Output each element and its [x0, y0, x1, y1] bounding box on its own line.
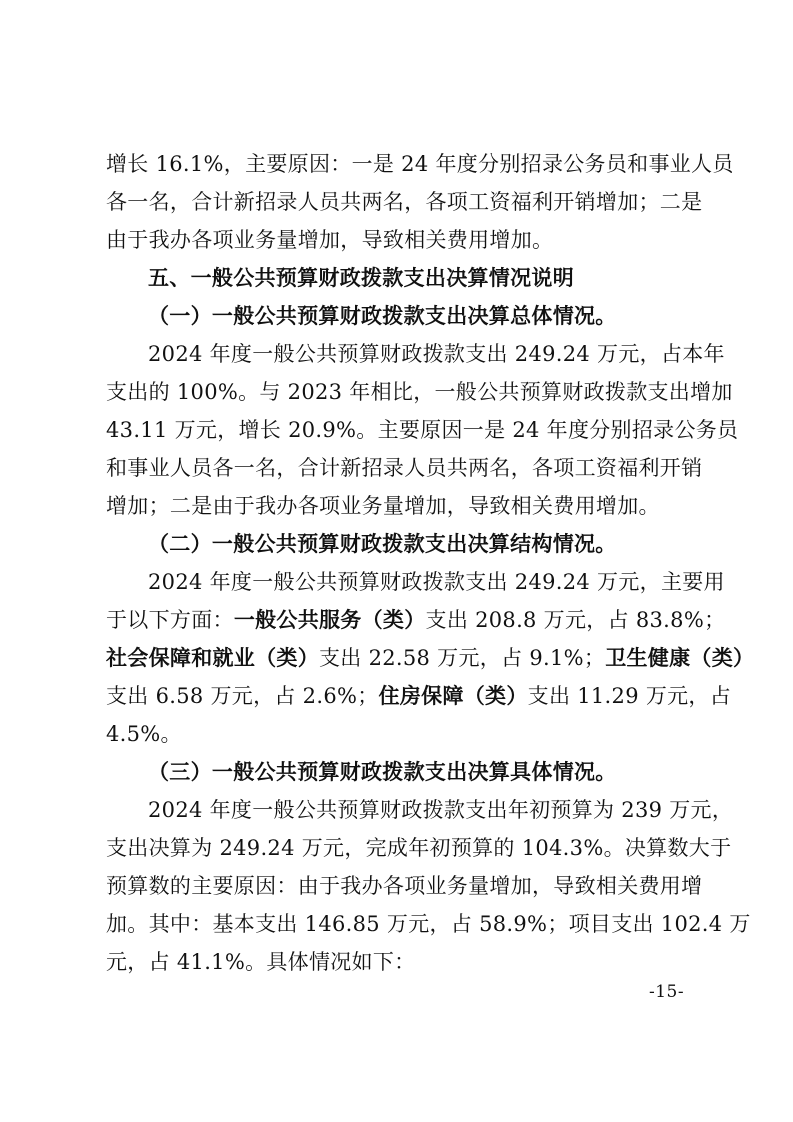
paragraph-line: 增加；二是由于我办各项业务量增加，导致相关费用增加。	[106, 494, 660, 518]
paragraph-line: 43.11 万元，增长 20.9%。主要原因一是 24 年度分别招录公务员	[106, 418, 739, 442]
text-span: 支出 11.29 万元，占	[527, 684, 732, 708]
text-span: 支出 22.58 万元，占 9.1%；	[319, 646, 606, 670]
paragraph-line: 支出的 100%。与 2023 年相比，一般公共预算财政拨款支出增加	[106, 380, 733, 404]
category-general-public-services: 一般公共服务（类）	[233, 608, 426, 632]
text-span: 支出 6.58 万元，占 2.6%；	[106, 684, 379, 708]
text-span: 支出 208.8 万元，占 83.8%；	[425, 608, 726, 632]
category-health: 卫生健康（类）	[605, 646, 755, 670]
subsection-heading-2: （二）一般公共预算财政拨款支出决算结构情况。	[148, 532, 617, 556]
category-housing: 住房保障（类）	[378, 684, 528, 708]
paragraph-line: 预算数的主要原因：由于我办各项业务量增加，导致相关费用增	[106, 874, 703, 898]
subsection-heading-1: （一）一般公共预算财政拨款支出决算总体情况。	[148, 304, 617, 328]
section-heading-5: 五、一般公共预算财政拨款支出决算情况说明	[148, 266, 574, 290]
document-body	[106, 145, 755, 981]
subsection-heading-3: （三）一般公共预算财政拨款支出决算具体情况。	[148, 760, 617, 784]
paragraph-line: 2024 年度一般公共预算财政拨款支出 249.24 万元，占本年	[148, 342, 725, 366]
paragraph-line: 加。其中：基本支出 146.85 万元，占 58.9%；项目支出 102.4 万	[106, 912, 751, 936]
paragraph-line: 和事业人员各一名，合计新招录人员共两名，各项工资福利开销	[106, 456, 703, 480]
category-social-security: 社会保障和就业（类）	[106, 646, 319, 670]
paragraph-line: 4.5%。	[106, 722, 182, 746]
paragraph-line: 2024 年度一般公共预算财政拨款支出年初预算为 239 万元，	[148, 798, 734, 822]
paragraph-line: 由于我办各项业务量增加，导致相关费用增加。	[106, 228, 554, 252]
page-number: -15-	[649, 982, 685, 1002]
paragraph-line: 支出决算为 249.24 万元，完成年初预算的 104.3%。决算数大于	[106, 836, 732, 860]
paragraph-line: 各一名，合计新招录人员共两名，各项工资福利开销增加；二是	[106, 190, 703, 214]
paragraph-line	[106, 601, 726, 639]
paragraph-line: 元，占 41.1%。具体情况如下：	[106, 950, 416, 974]
paragraph-line	[106, 677, 732, 715]
paragraph-line	[106, 639, 755, 677]
paragraph-line: 增长 16.1%，主要原因：一是 24 年度分别招录公务员和事业人员	[106, 152, 734, 176]
paragraph-line: 2024 年度一般公共预算财政拨款支出 249.24 万元，主要用	[148, 570, 725, 594]
text-span: 于以下方面：	[106, 608, 234, 632]
